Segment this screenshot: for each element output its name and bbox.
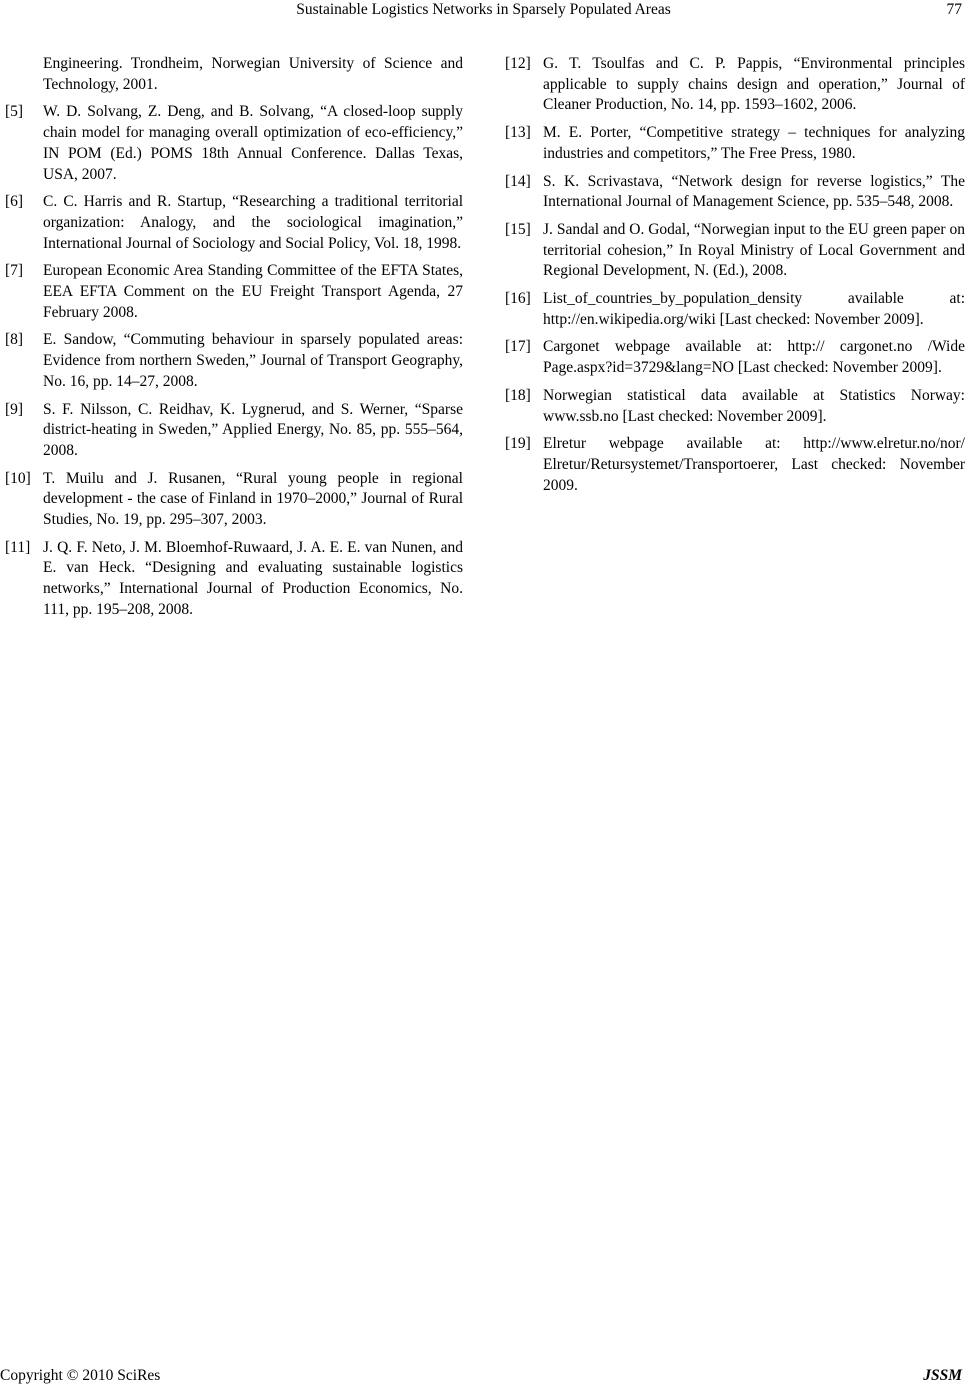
reference-number: [10]	[5, 469, 31, 487]
reference-18	[505, 386, 965, 427]
reference-text: C. C. Harris and R. Startup, “Researching a traditional territorial organization: Analogy, and the sociological imagination,” International Journal of Sociology and Social Policy, Vol. 18, 1998.	[43, 193, 463, 252]
reference-text: European Economic Area Standing Committee of the EFTA States, EEA EFTA Comment on the EU Freight Transport Agenda, 27 February 2008.	[43, 262, 463, 321]
reference-number: [9]	[5, 400, 24, 418]
reference-number: [5]	[5, 103, 24, 121]
reference-number: [12]	[505, 55, 531, 72]
right-column	[505, 54, 965, 503]
reference-11	[5, 538, 463, 621]
reference-text: List_of_countries_by_population_density available at: http://en.wikipedia.org/wiki [Last checked: November 2009].	[543, 290, 965, 328]
running-title: Sustainable Logistics Networks in Sparsely Populated Areas	[296, 1, 671, 18]
reference-number: [18]	[505, 386, 531, 404]
reference-text: J. Sandal and O. Godal, “Norwegian input to the EU green paper on territorial cohesion,” In Royal Ministry of Local Government and Regional Development, N. (Ed.), 2008.	[543, 220, 965, 280]
reference-text: Norwegian statistical data available at Statistics Norway: www.ssb.no [Last checked: November 2009].	[543, 386, 965, 425]
left-column	[5, 54, 463, 628]
reference-13	[505, 123, 965, 164]
copyright-notice: Copyright © 2010 SciRes	[0, 1367, 161, 1384]
reference-text: G. T. Tsoulfas and C. P. Pappis, “Environmental principles applicable to supply chains design and operation,” Journal of Cleaner Production, No. 14, pp. 1593–1602, 2006.	[543, 55, 965, 114]
reference-text: S. F. Nilsson, C. Reidhav, K. Lygnerud, and S. Werner, “Sparse district-heating in Sweden,” Applied Energy, No. 85, pp. 555–564, 2008.	[43, 400, 463, 459]
reference-number: [8]	[5, 331, 24, 349]
running-header	[0, 0, 967, 22]
reference-number: [14]	[505, 172, 531, 190]
reference-7	[5, 261, 463, 323]
reference-text: Engineering. Trondheim, Norwegian University of Science and Technology, 2001.	[43, 55, 463, 93]
reference-number: [11]	[5, 538, 31, 556]
reference-continuation	[5, 54, 463, 95]
reference-number: [13]	[505, 124, 531, 142]
reference-6	[5, 192, 463, 254]
reference-16	[505, 289, 965, 330]
reference-17	[505, 337, 965, 378]
reference-text: M. E. Porter, “Competitive strategy – techniques for analyzing industries and competitors,” The Free Press, 1980.	[543, 124, 965, 162]
reference-text: J. Q. F. Neto, J. M. Bloemhof-Ruwaard, J. A. E. E. van Nunen, and E. van Heck. “Designing and evaluating sustainable logistics networks,” International Journal of Production Economics, No. 111, pp. 195–208, 2008.	[43, 538, 463, 618]
reference-14	[505, 172, 965, 213]
reference-12	[505, 54, 965, 116]
reference-19	[505, 434, 965, 496]
reference-number: [15]	[505, 220, 531, 238]
reference-number: [16]	[505, 290, 531, 308]
reference-15	[505, 220, 965, 282]
reference-number: [6]	[5, 193, 24, 211]
reference-text: W. D. Solvang, Z. Deng, and B. Solvang, “A closed-loop supply chain model for managing overall optimization of eco-efficiency,” IN POM (Ed.) POMS 18th Annual Conference. Dallas Texas, USA, 2007.	[43, 103, 463, 183]
reference-10	[5, 469, 463, 531]
reference-9	[5, 400, 463, 462]
reference-text: S. K. Scrivastava, “Network design for reverse logistics,” The International Journal of Management Science, pp. 535–548, 2008.	[543, 172, 965, 211]
reference-text: Cargonet webpage available at: http:// cargonet.no /Wide Page.aspx?id=3729&lang=NO [Last checked: November 2009].	[543, 338, 965, 377]
reference-8	[5, 330, 463, 392]
reference-number: [7]	[5, 262, 24, 280]
reference-text: E. Sandow, “Commuting behaviour in sparsely populated areas: Evidence from northern Sweden,” Journal of Transport Geography, No. 16, pp. 14–27, 2008.	[43, 331, 463, 390]
reference-number: [19]	[505, 435, 531, 453]
reference-text: Elretur webpage available at: http://www.elretur.no/nor/ Elretur/Retursystemet/Transportoerer, Last checked: November 2009.	[543, 435, 965, 494]
reference-text: T. Muilu and J. Rusanen, “Rural young people in regional development - the case of Finland in 1970–2000,” Journal of Rural Studies, No. 19, pp. 295–307, 2003.	[43, 469, 463, 529]
journal-abbreviation: JSSM	[923, 1367, 962, 1384]
page-footer	[0, 1366, 967, 1386]
page-number: 77	[946, 1, 962, 18]
reference-number: [17]	[505, 338, 531, 356]
reference-5	[5, 102, 463, 185]
